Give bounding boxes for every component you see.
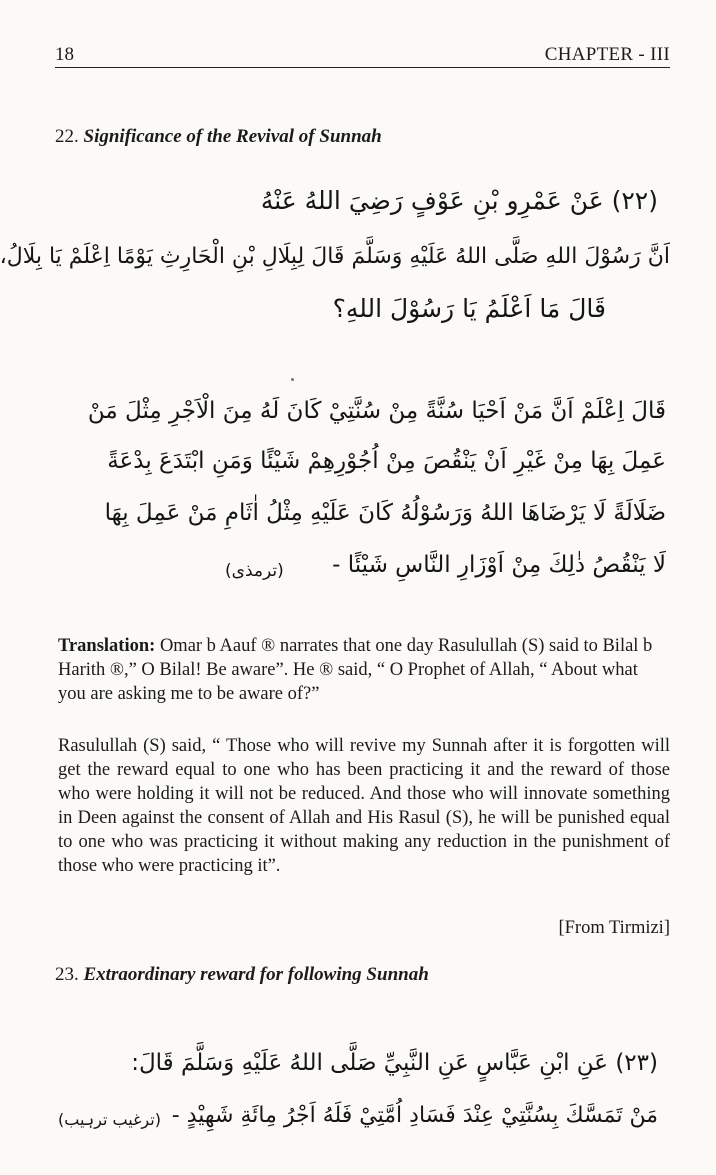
explanation-paragraph: Rasulullah (S) said, “ Those who will revive my Sunnah after it is forgotten will get the reward equal to one who has been practicing it and the reward of those who were holding it will not be reduced. And those who will innovate something in Deen against the consent of Allah and His Rasul (S), he will be punished equal to one who was practicing it without making any reduction in the punishment of those who were practicing it”. [58,736,670,876]
translation-text: Omar b Aauf ® narrates that one day Rasulullah (S) said to Bilal b Harith ®,” O Bilal! Be aware”. He ® said, “ O Prophet of Allah, “ About what you are asking me to be aware of?” [58,636,653,704]
arabic-line: قَالَ اِعْلَمْ اَنَّ مَنْ اَحْيَا سُنَّةً مِنْ سُنَّتِيْ كَانَ لَهُ مِنَ الْاَجْرِ مِثْلَ مَنْ [87,398,666,424]
arabic-source: (ترمذی) [225,561,284,581]
section-23-heading [55,964,429,986]
section-number: 22. [55,126,79,147]
chapter-title: CHAPTER - III [544,44,670,65]
arabic-line: ضَلَالَةً لَا يَرْضَاهَا اللهُ وَرَسُوْلُهُ كَانَ عَلَيْهِ مِثْلُ اٰثَامِ مَنْ عَمِلَ بِهَا [104,500,666,526]
translation-paragraph [58,634,670,706]
section-22-heading [55,126,382,148]
translation-label: Translation: [58,636,156,656]
arabic-line: اَنَّ رَسُوْلَ اللهِ صَلَّى اللهُ عَلَيْهِ وَسَلَّمَ قَالَ لِبِلَالِ بْنِ الْحَارِثِ يَوْمًا اِعْلَمْ يَا بِلَالُ، [0,244,670,269]
arabic-line: قَالَ مَا اَعْلَمُ يَا رَسُوْلَ اللهِ؟ [332,294,606,323]
header-rule [55,67,670,68]
page-header [55,38,670,68]
section-number: 23. [55,964,79,985]
source-reference: [From Tirmizi] [558,918,670,938]
arabic-line: عَمِلَ بِهَا مِنْ غَيْرِ اَنْ يَنْقُصَ مِنْ اُجُوْرِهِمْ شَيْئًا وَمَنِ ابْتَدَعَ بِدْعَةً [107,448,666,474]
arabic-source: (ترغیب ترہیب) [58,1110,161,1129]
arabic-line: (٢٢) عَنْ عَمْرِو بْنِ عَوْفٍ رَضِيَ اللهُ عَنْهُ [260,186,658,215]
print-speck [291,378,294,381]
arabic-line: لَا يَنْقُصُ ذٰلِكَ مِنْ اَوْزَارِ النَّاسِ شَيْئًا - [332,552,666,578]
arabic-line: (٢٣) عَنِ ابْنِ عَبَّاسٍ عَنِ النَّبِيِّ صَلَّى اللهُ عَلَيْهِ وَسَلَّمَ قَالَ: [131,1050,658,1076]
page-number: 18 [55,44,74,65]
section-title: Extraordinary reward for following Sunnah [83,964,429,985]
arabic-line: مَنْ تَمَسَّكَ بِسُنَّتِيْ عِنْدَ فَسَادِ اُمَّتِيْ فَلَهُ اَجْرُ مِائَةِ شَهِيْدٍ - [171,1103,658,1128]
section-title: Significance of the Revival of Sunnah [83,126,382,147]
